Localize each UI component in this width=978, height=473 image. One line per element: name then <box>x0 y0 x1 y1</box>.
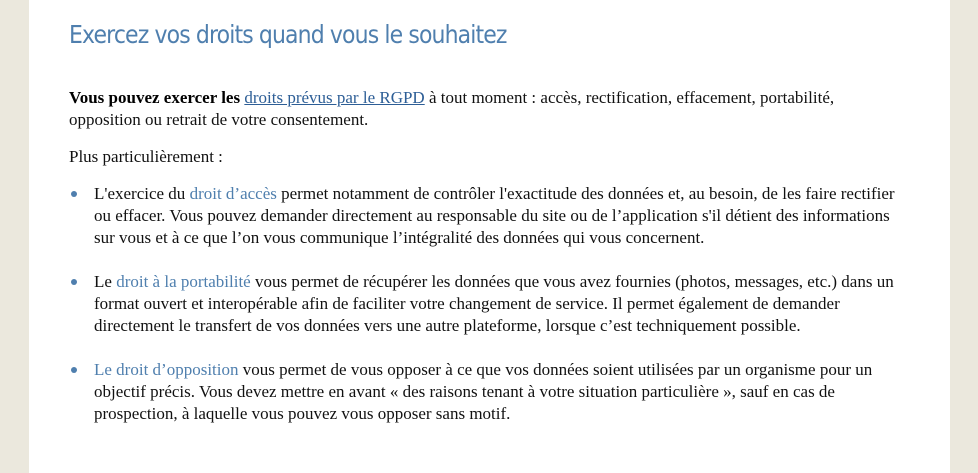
intro-paragraph <box>69 87 909 131</box>
list-item-portability-right <box>69 271 909 337</box>
item-text: vous permet de récupérer les données que vous avez fournies (photos, messages, etc.) dans un format ouvert et interopérable afin de faciliter votre changement de service. Il permet également de demander directement le transfert de vos données vers une autre plateforme, lorsque c’est techniquement possible. <box>94 272 894 335</box>
item-text: vous permet de vous opposer à ce que vos données soient utilisées par un organisme pour un objectif précis. Vous devez mettre en avant « des raisons tenant à votre situation particulière », sauf en cas de prospection, à laquelle vous pouvez vous opposer sans motif. <box>94 360 873 423</box>
bullet-icon <box>71 279 77 285</box>
rights-list <box>69 183 909 425</box>
rgpd-rights-link[interactable]: droits prévus par le RGPD <box>244 88 425 107</box>
bullet-icon <box>71 367 77 373</box>
access-right-link[interactable]: droit d’accès <box>189 184 277 203</box>
bullet-icon <box>71 191 77 197</box>
content-panel <box>29 0 950 473</box>
list-item-opposition-right <box>69 359 909 425</box>
item-text: Le <box>94 272 117 291</box>
portability-right-link[interactable]: droit à la portabilité <box>116 272 251 291</box>
list-item-access-right <box>69 183 909 249</box>
opposition-right-link[interactable]: Le droit d’opposition <box>94 360 239 379</box>
intro-rest-text: à tout moment : accès, rectification, effacement, portabilité, opposition ou retrait de votre consentement. <box>69 88 835 129</box>
intro-bold-text: Vous pouvez exercer les <box>69 88 241 107</box>
section-title: Exercez vos droits quand vous le souhaitez <box>69 20 507 49</box>
item-text: L'exercice du <box>94 184 190 203</box>
lead-text: Plus particulièrement : <box>69 147 223 166</box>
item-text: permet notamment de contrôler l'exactitude des données et, au besoin, de les faire rectifier ou effacer. Vous pouvez demander directement au responsable du site ou de l’application s'il détient des informations sur vous et à ce que l’on vous communique l’intégralité des données qui vous concernent. <box>94 184 895 247</box>
